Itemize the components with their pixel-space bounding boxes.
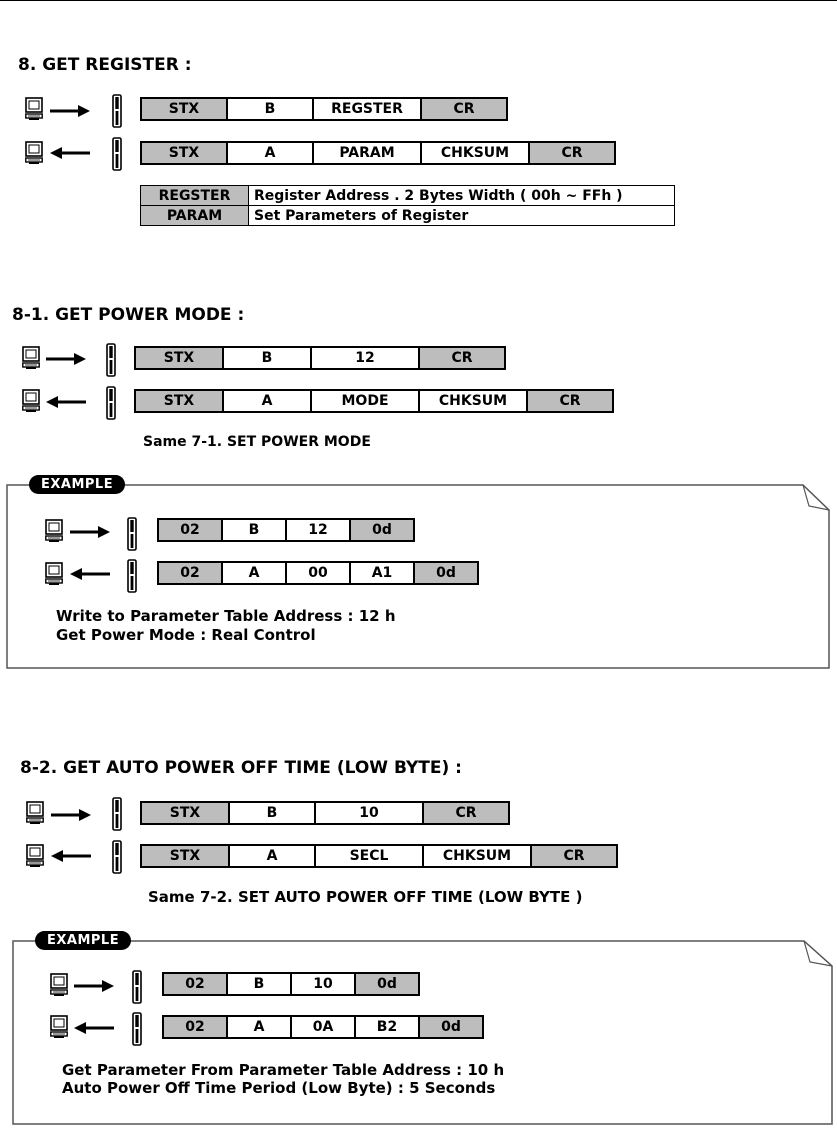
frame-cell: 02 xyxy=(162,972,228,996)
table-row xyxy=(141,206,675,226)
example-badge: EXAMPLE xyxy=(29,475,125,494)
frame-cell: CR xyxy=(526,389,614,413)
arrow-right-icon xyxy=(51,808,91,822)
register-table xyxy=(140,185,675,226)
section-8-title: 8. GET REGISTER : xyxy=(18,55,192,75)
computer-icon xyxy=(25,97,43,121)
frame-cell: 10 xyxy=(290,972,356,996)
receive-frame xyxy=(134,389,614,413)
same-as-note: Same 7-1. SET POWER MODE xyxy=(143,434,371,450)
table-desc: Register Address . 2 Bytes Width ( 00h ~ FFh ) xyxy=(249,186,675,206)
send-frame xyxy=(140,97,508,121)
frame-cell: STX xyxy=(140,801,230,825)
frame-cell: A xyxy=(226,1015,292,1039)
frame-cell: SECL xyxy=(314,844,424,868)
frame-cell: PARAM xyxy=(312,141,422,165)
send-frame xyxy=(134,346,506,370)
frame-cell: CHKSUM xyxy=(422,844,532,868)
frame-cell: 0d xyxy=(354,972,420,996)
frame-cell: B xyxy=(222,346,312,370)
arrow-right-icon xyxy=(46,352,86,366)
frame-cell: A xyxy=(221,561,287,585)
example-line: Auto Power Off Time Period (Low Byte) : 5 Seconds xyxy=(62,1079,496,1097)
device-icon xyxy=(127,559,137,593)
frame-cell: STX xyxy=(134,346,224,370)
device-icon xyxy=(112,137,122,171)
device-icon xyxy=(132,970,142,1004)
frame-cell: B2 xyxy=(354,1015,420,1039)
example-send-frame xyxy=(157,518,415,542)
computer-icon xyxy=(45,562,63,586)
device-icon xyxy=(132,1012,142,1046)
example-badge: EXAMPLE xyxy=(35,931,131,950)
section-8-1-title: 8-1. GET POWER MODE : xyxy=(12,305,245,325)
computer-icon xyxy=(25,141,43,165)
receive-frame xyxy=(140,141,616,165)
frame-cell: CR xyxy=(418,346,506,370)
computer-icon xyxy=(26,801,44,825)
frame-cell: CHKSUM xyxy=(418,389,528,413)
arrow-right-icon xyxy=(50,104,90,118)
device-icon xyxy=(106,386,116,420)
frame-cell: STX xyxy=(134,389,224,413)
table-key: PARAM xyxy=(141,206,249,226)
frame-cell: B xyxy=(228,801,316,825)
device-icon xyxy=(112,94,122,128)
computer-icon xyxy=(50,1015,68,1039)
table-desc: Set Parameters of Register xyxy=(249,206,675,226)
frame-cell: 02 xyxy=(157,518,223,542)
arrow-left-icon xyxy=(70,567,110,581)
frame-cell: CR xyxy=(528,141,616,165)
frame-cell: STX xyxy=(140,97,228,121)
frame-cell: 0d xyxy=(413,561,479,585)
frame-cell: A xyxy=(222,389,312,413)
section-8-2-title: 8-2. GET AUTO POWER OFF TIME (LOW BYTE) : xyxy=(20,758,462,778)
frame-cell: STX xyxy=(140,844,230,868)
frame-cell: A xyxy=(228,844,316,868)
arrow-left-icon xyxy=(50,146,90,160)
frame-cell: 10 xyxy=(314,801,424,825)
example-line: Get Power Mode : Real Control xyxy=(56,626,316,644)
frame-cell: 00 xyxy=(285,561,351,585)
arrow-right-icon xyxy=(74,979,114,993)
device-icon xyxy=(112,840,122,874)
receive-frame xyxy=(140,844,618,868)
table-row xyxy=(141,186,675,206)
example-line: Write to Parameter Table Address : 12 h xyxy=(56,607,396,625)
device-icon xyxy=(127,517,137,551)
example-receive-frame xyxy=(157,561,479,585)
computer-icon xyxy=(26,844,44,868)
frame-cell: B xyxy=(221,518,287,542)
frame-cell: 0A xyxy=(290,1015,356,1039)
frame-cell: 02 xyxy=(157,561,223,585)
frame-cell: 0d xyxy=(349,518,415,542)
computer-icon xyxy=(45,519,63,543)
device-icon xyxy=(112,797,122,831)
example-receive-frame xyxy=(162,1015,484,1039)
arrow-left-icon xyxy=(51,849,91,863)
frame-cell: STX xyxy=(140,141,228,165)
frame-cell: CR xyxy=(420,97,508,121)
page-top-rule xyxy=(0,0,837,1)
frame-cell: CR xyxy=(530,844,618,868)
frame-cell: A1 xyxy=(349,561,415,585)
arrow-left-icon xyxy=(74,1021,114,1035)
computer-icon xyxy=(50,973,68,997)
send-frame xyxy=(140,801,510,825)
same-as-note: Same 7-2. SET AUTO POWER OFF TIME (LOW BYTE ) xyxy=(148,888,583,906)
frame-cell: 12 xyxy=(310,346,420,370)
frame-cell: 12 xyxy=(285,518,351,542)
frame-cell: B xyxy=(226,972,292,996)
frame-cell: MODE xyxy=(310,389,420,413)
arrow-left-icon xyxy=(46,395,86,409)
example-line: Get Parameter From Parameter Table Address : 10 h xyxy=(62,1061,505,1079)
frame-cell: CR xyxy=(422,801,510,825)
example-send-frame xyxy=(162,972,420,996)
frame-cell: B xyxy=(226,97,314,121)
table-key: REGSTER xyxy=(141,186,249,206)
frame-cell: 0d xyxy=(418,1015,484,1039)
device-icon xyxy=(106,343,116,377)
arrow-right-icon xyxy=(70,525,110,539)
frame-cell: CHKSUM xyxy=(420,141,530,165)
frame-cell: REGSTER xyxy=(312,97,422,121)
frame-cell: 02 xyxy=(162,1015,228,1039)
computer-icon xyxy=(22,346,40,370)
frame-cell: A xyxy=(226,141,314,165)
computer-icon xyxy=(22,389,40,413)
